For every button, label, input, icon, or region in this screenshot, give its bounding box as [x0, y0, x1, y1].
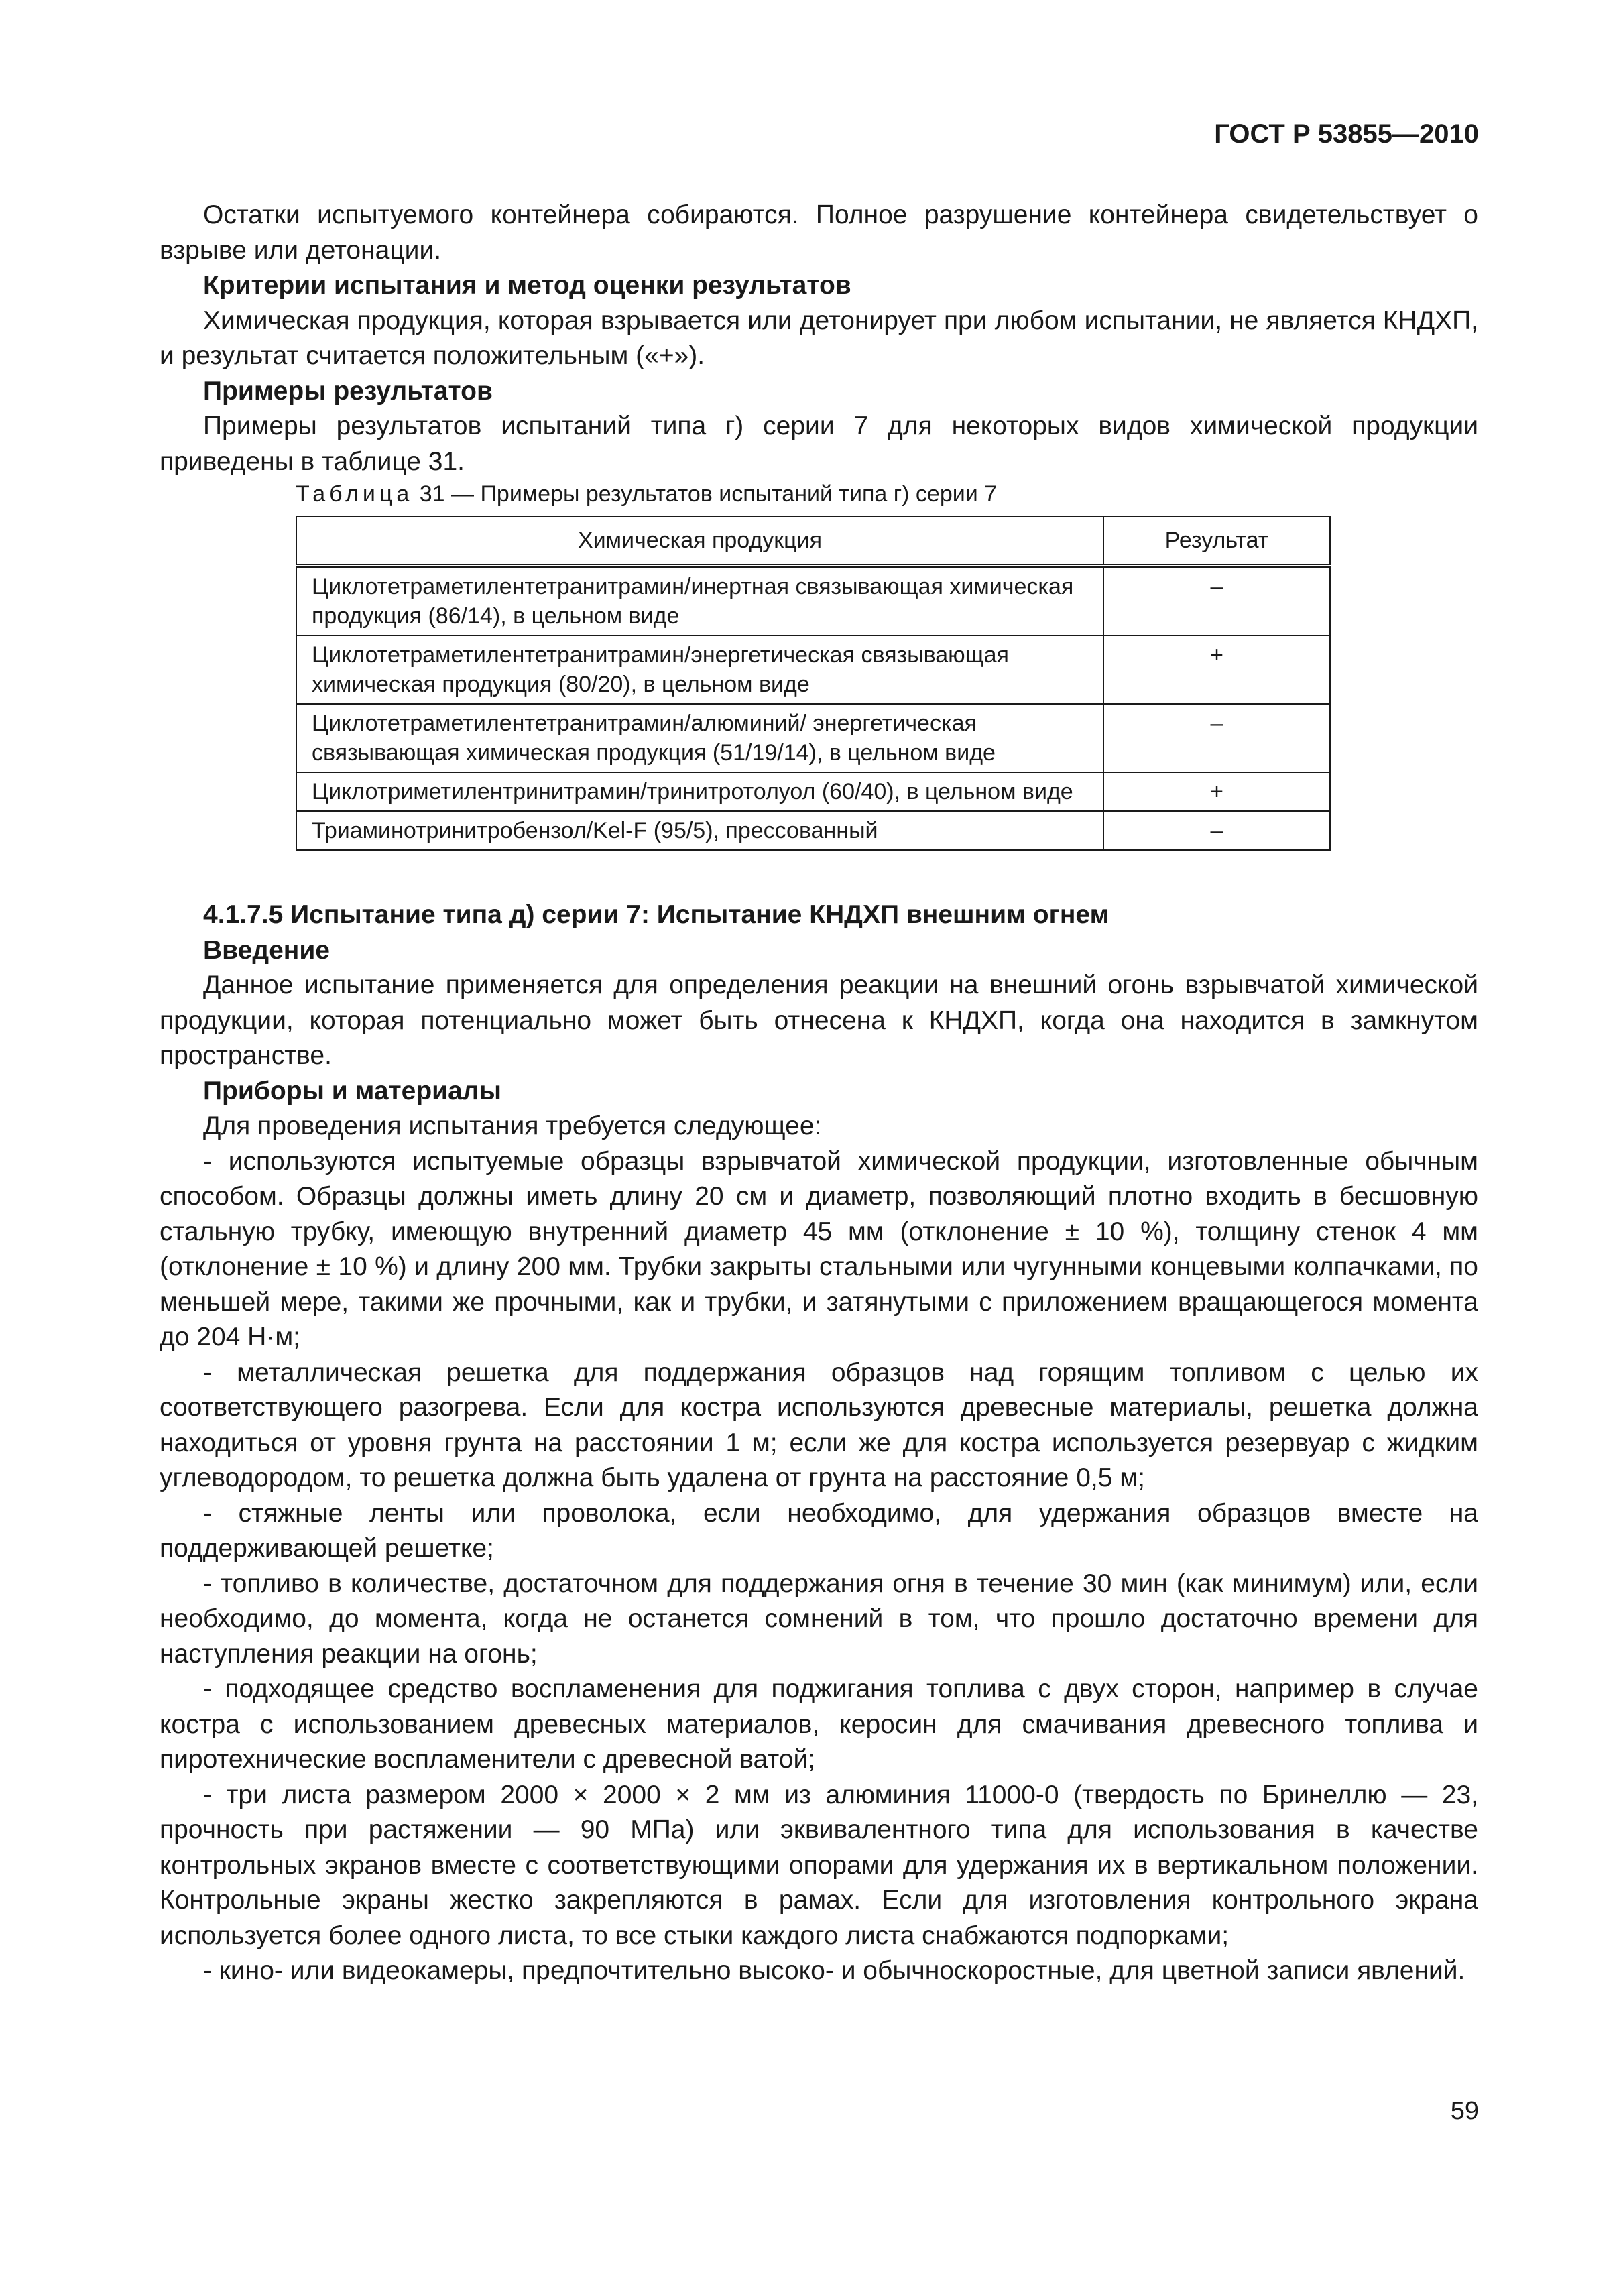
- table-caption-text: 31 — Примеры результатов испытаний типа г) серии 7: [413, 481, 998, 507]
- result-cell: –: [1103, 704, 1330, 772]
- result-cell: +: [1103, 772, 1330, 811]
- heading-equipment: Приборы и материалы: [203, 1076, 501, 1105]
- column-header-result: Результат: [1103, 516, 1330, 566]
- product-cell: Циклотетраметилентетранитрамин/энергетическая связывающая химическая продукция (80/20), в цельном виде: [296, 636, 1103, 704]
- paragraph-criteria: Химическая продукция, которая взрывается или детонирует при любом испытании, не является КНДХП, и результат считается положительным («+»).: [160, 306, 1478, 370]
- page-content: [160, 198, 1478, 1989]
- standard-header: ГОСТ Р 53855—2010: [1214, 119, 1479, 149]
- list-item: - три листа размером 2000 × 2000 × 2 мм из алюминия 11000-0 (твердость по Бринеллю — 23, прочность при растяжении — 90 МПа) или эквивалентного типа для использования в качестве контрольных экранов вместе с соответствующими опорами для удержания их в вертикальном положении. Контрольные экраны жестко закрепляются в рамах. Если для изготовления контрольного экрана используется более одного листа, то все стыки каждого листа снабжаются подпорками;: [160, 1780, 1478, 1950]
- heading-criteria: Критерии испытания и метод оценки результатов: [203, 271, 851, 300]
- results-table: [296, 516, 1331, 851]
- table-row: [296, 811, 1330, 850]
- list-item: - подходящее средство воспламенения для поджигания топлива с двух сторон, например в случае костра с использованием древесных материалов, керосин для смачивания древесного топлива и пиротехнические воспламенители с древесной ватой;: [160, 1675, 1478, 1774]
- page-number: 59: [1450, 2097, 1479, 2125]
- paragraph-introduction: Данное испытание применяется для определения реакции на внешний огонь взрывчатой химической продукции, которая потенциально может быть отнесена к КНДХП, когда она находится в замкнутом пространстве.: [160, 971, 1478, 1070]
- list-item: - стяжные ленты или проволока, если необходимо, для удержания образцов вместе на поддерживающей решетке;: [160, 1498, 1478, 1563]
- paragraph-required: Для проведения испытания требуется следующее:: [203, 1111, 822, 1140]
- paragraph-examples: Примеры результатов испытаний типа г) серии 7 для некоторых видов химической продукции приведены в таблице 31.: [160, 412, 1478, 476]
- product-cell: Циклотетраметилентетранитрамин/инертная связывающая химическая продукция (86/14), в цельном виде: [296, 566, 1103, 636]
- list-item: - кино- или видеокамеры, предпочтительно высоко- и обычноскоростные, для цветной записи явлений.: [203, 1956, 1465, 1985]
- product-cell: Циклотриметилентринитрамин/тринитротолуол (60/40), в цельном виде: [296, 772, 1103, 811]
- product-cell: Триаминотринитробензол/Kel-F (95/5), прессованный: [296, 811, 1103, 850]
- heading-examples: Примеры результатов: [203, 376, 493, 406]
- table-header-row: [296, 516, 1330, 566]
- result-cell: –: [1103, 811, 1330, 850]
- table-row: [296, 636, 1330, 704]
- table-row: [296, 566, 1330, 636]
- result-cell: –: [1103, 566, 1330, 636]
- column-header-product: Химическая продукция: [296, 516, 1103, 566]
- result-cell: +: [1103, 636, 1330, 704]
- list-item: - металлическая решетка для поддержания образцов над горящим топливом с целью их соответствующего разогрева. Если для костра используются древесные материалы, решетка должна находиться от уровня грунта на расстоянии 1 м; если же для костра используется резервуар с жидким углеводородом, то решетка должна быть удалена от грунта на расстояние 0,5 м;: [160, 1357, 1478, 1492]
- table-caption-word: Таблица: [296, 481, 414, 507]
- table-caption: [160, 479, 1478, 509]
- table-row: [296, 704, 1330, 772]
- table-row: [296, 772, 1330, 811]
- section-title: 4.1.7.5 Испытание типа д) серии 7: Испытание КНДХП внешним огнем: [203, 900, 1109, 929]
- list-item: - используются испытуемые образцы взрывчатой химической продукции, изготовленные обычным способом. Образцы должны иметь длину 20 см и диаметр, позволяющий плотно входить в бесшовную стальную трубку, имеющую внутренний диаметр 45 мм (отклонение ± 10 %), толщину стенок 4 мм (отклонение ± 10 %) и длину 200 мм. Трубки закрыты стальными или чугунными концевыми колпачками, по меньшей мере, такими же прочными, как и трубки, и затянутыми с приложением вращающегося момента до 204 Н·м;: [160, 1146, 1478, 1351]
- paragraph-container-remains: Остатки испытуемого контейнера собираются. Полное разрушение контейнера свидетельствует о взрыве или детонации.: [160, 200, 1478, 265]
- list-item: - топливо в количестве, достаточном для поддержания огня в течение 30 мин (как минимум) или, если необходимо, до момента, когда не останется сомнений в том, что прошло достаточно времени для наступления реакции на огонь;: [160, 1569, 1478, 1669]
- heading-introduction: Введение: [203, 935, 330, 965]
- product-cell: Циклотетраметилентетранитрамин/алюминий/ энергетическая связывающая химическая продукция (51/19/14), в цельном виде: [296, 704, 1103, 772]
